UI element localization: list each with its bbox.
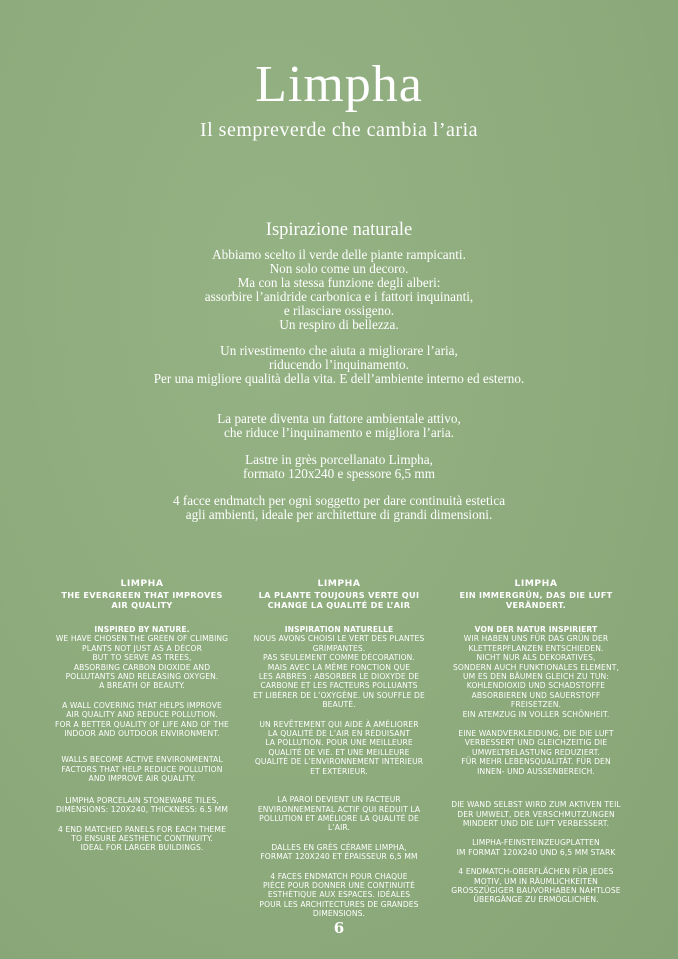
text-line: DALLES EN GRÈS CÉRAME LIMPHA, <box>271 842 407 852</box>
text-line: NICHT NUR ALS DEKORATIVES, <box>476 653 596 663</box>
text-line: PAS SEULEMENT COMME DÉCORATION. <box>263 653 415 663</box>
text-line: SONDERN AUCH FUNKTIONALES ELEMENT, <box>453 662 619 672</box>
text-line: e rilasciare ossigeno. <box>283 303 395 318</box>
column-paragraph <box>44 701 240 739</box>
text-line: L’AIR. <box>327 823 351 833</box>
page-subtitle: Il sempreverde che cambia l’aria <box>199 119 479 141</box>
text-line: AIR QUALITY AND REDUCE POLLUTION. <box>66 710 218 720</box>
text-line: POLLUTION ET AMÉLIORE LA QUALITÉ DE <box>259 813 419 823</box>
column-paragraph <box>241 634 437 709</box>
text-line: LES ARBRES : ABSORBER LE DIOXYDE DE <box>258 672 420 682</box>
text-line: Abbiamo scelto il verde delle piante rampicanti. <box>212 247 466 262</box>
text-line: POLLUTANTS AND RELEASING OXYGEN. <box>65 672 219 682</box>
text-line: QUALITÉ DE VIE. ET UNE MEILLEURE <box>268 747 410 757</box>
text-line: LA POLLUTION. POUR UNE MEILLEURE <box>265 738 413 748</box>
text-line: ET EXTÉRIEUR. <box>310 766 368 776</box>
text-line: LIMPHA-FEINSTEINZEUGPLATTEN <box>472 838 600 848</box>
text-line: LA QUALITÉ DE L’AIR EN RÉDUISANT <box>267 729 411 739</box>
text-line: Non solo come un decoro. <box>269 261 409 276</box>
text-line: Un respiro di bellezza. <box>279 317 399 332</box>
text-line: IDEAL FOR LARGER BUILDINGS. <box>80 843 204 853</box>
text-line: Un rivestimento che aiuta a migliorare l’aria, <box>220 343 458 358</box>
text-line: INDOOR AND OUTDOOR ENVIRONMENT. <box>64 729 220 739</box>
text-line: BEAUTÉ. <box>322 700 356 710</box>
text-line: GRIMPANTES. <box>312 643 366 653</box>
column-subtitle <box>44 590 240 610</box>
column-paragraph <box>438 838 634 857</box>
text-line: INNEN- UND AUSSENBEREICH. <box>477 766 595 776</box>
column-paragraph <box>241 872 437 919</box>
text-line: ABSORBING CARBON DIOXIDE AND <box>73 662 211 672</box>
text-line: DIMENSIONS. <box>312 909 366 919</box>
text-line: FÜR MEHR LEBENSQUALITÄT. FÜR DEN <box>461 757 611 767</box>
text-line: AND IMPROVE AIR QUALITY. <box>88 774 196 784</box>
column-french <box>241 578 437 919</box>
text-line: FOR A BETTER QUALITY OF LIFE AND OF THE <box>55 719 229 729</box>
column-paragraph <box>241 795 437 833</box>
text-line: agli ambienti, ideale per architetture di grandi dimensioni. <box>185 507 493 522</box>
text-line: EIN IMMERGRÜN, DAS DIE LUFT <box>459 590 613 600</box>
text-line: PLANTS NOT JUST AS A DÉCOR <box>82 643 202 653</box>
text-line: MOTIV, UM IN RÄUMLICHKEITEN <box>474 876 598 886</box>
text-line: FREISETZEN. <box>510 700 562 710</box>
text-line: che riduce l’inquinamento e migliora l’aria. <box>224 425 454 440</box>
column-heading: INSPIRATION NATURELLE <box>284 625 394 634</box>
text-line: KLETTERPFLANZEN ENTSCHIEDEN. <box>468 643 604 653</box>
column-title: LIMPHA <box>317 578 361 589</box>
text-line: AIR QUALITY <box>111 600 173 610</box>
text-line: MAIS AVEC LA MÊME FONCTION QUE <box>267 662 411 672</box>
text-line: FACTORS THAT HELP REDUCE POLLUTION <box>61 764 223 774</box>
text-line: WALLS BECOME ACTIVE ENVIRONMENTAL <box>61 755 223 765</box>
column-heading: VON DER NATUR INSPIRIERT <box>474 625 598 634</box>
text-line: FORMAT 120X240 ET ÉPAISSEUR 6,5 MM <box>260 852 418 862</box>
italian-paragraph-1 <box>0 248 678 332</box>
column-paragraph <box>438 867 634 905</box>
text-line: ÜBERGÄNGE ZU ERMÖGLICHEN. <box>473 895 599 905</box>
text-line: 4 facce endmatch per ogni soggetto per dare continuità estetica <box>172 493 506 508</box>
column-paragraph <box>438 634 634 719</box>
text-line: ESTHÉTIQUE AUX ESPACES. IDÉALES <box>267 890 411 900</box>
page-number: 6 <box>333 919 345 937</box>
text-line: Lastre in grès porcellanato Limpha, <box>245 452 433 467</box>
text-line: LA PLANTE TOUJOURS VERTE QUI <box>258 590 420 600</box>
text-line: IM FORMAT 120X240 UND 6,5 MM STARK <box>456 847 616 857</box>
text-line: Per una migliore qualità della vita. E dell’ambiente interno ed esterno. <box>153 371 525 386</box>
text-line: UM ES DEN BÄUMEN GLEICH ZU TUN: <box>463 672 609 682</box>
text-line: TO ENSURE AESTHETIC CONTINUITY. <box>71 833 213 843</box>
column-paragraph <box>44 796 240 815</box>
text-line: THE EVERGREEN THAT IMPROVES <box>61 590 223 600</box>
column-title: LIMPHA <box>514 578 558 589</box>
column-paragraph <box>438 729 634 776</box>
text-line: DIE WAND SELBST WIRD ZUM AKTIVEN TEIL <box>451 800 621 810</box>
text-line: formato 120x240 e spessore 6,5 mm <box>243 466 435 481</box>
text-line: POUR LES ARCHITECTURES DE GRANDES <box>259 899 419 909</box>
text-line: KOHLENDIOXID UND SCHADSTOFFE <box>466 681 606 691</box>
text-line: Ma con la stessa funzione degli alberi: <box>237 275 441 290</box>
text-line: UMWELTBELASTUNG REDUZIERT. <box>472 747 600 757</box>
text-line: WE HAVE CHOSEN THE GREEN OF CLIMBING <box>55 634 229 644</box>
text-line: A BREATH OF BEAUTY. <box>99 681 185 691</box>
text-line: DIMENSIONS: 120X240, THICKNESS: 6.5 MM <box>55 805 228 815</box>
page-title: Limpha <box>255 56 423 113</box>
text-line: CHANGE LA QUALITÉ DE L’AIR <box>267 600 411 610</box>
text-line: LIMPHA PORCELAIN STONEWARE TILES, <box>65 795 219 805</box>
text-line: LA PAROI DEVIENT UN FACTEUR <box>277 795 401 805</box>
text-line: riducendo l’inquinamento. <box>269 357 409 372</box>
text-line: NOUS AVONS CHOISI LE VERT DES PLANTES <box>253 634 425 644</box>
text-line: MINDERT UND DIE LUFT VERBESSERT. <box>462 818 610 828</box>
column-english <box>44 578 240 853</box>
italian-paragraph-4 <box>0 453 678 481</box>
text-line: BUT TO SERVE AS TREES, <box>92 653 192 663</box>
text-line: WIR HABEN UNS FÜR DAS GRÜN DER <box>463 634 609 644</box>
text-line: EIN ATEMZUG IN VOLLER SCHÖNHEIT. <box>462 709 610 719</box>
column-paragraph <box>44 825 240 853</box>
column-paragraph <box>44 634 240 690</box>
column-paragraph <box>241 720 437 776</box>
column-german <box>438 578 634 905</box>
text-line: EINE WANDVERKLEIDUNG, DIE DIE LUFT <box>458 729 614 739</box>
column-paragraph <box>44 755 240 783</box>
text-line: VERBESSERT UND GLEICHZEITIG DIE <box>464 738 608 748</box>
text-line: 4 ENDMATCH-OBERFLÄCHEN FÜR JEDES <box>458 867 614 877</box>
text-line: CARBONE ET LES FACTEURS POLLUANTS <box>260 681 418 691</box>
column-paragraph <box>241 843 437 862</box>
italian-paragraph-2 <box>0 344 678 386</box>
column-subtitle <box>241 590 437 610</box>
italian-paragraph-3 <box>0 412 678 440</box>
column-subtitle <box>438 590 634 610</box>
text-line: 4 FACES ENDMATCH POUR CHAQUE <box>270 871 408 881</box>
text-line: ET LIBÉRER DE L’OXYGÈNE. UN SOUFFLE DE <box>253 690 425 700</box>
italian-paragraph-5 <box>0 494 678 522</box>
text-line: A WALL COVERING THAT HELPS IMPROVE <box>62 700 222 710</box>
text-line: QUALITÉ DE L’ENVIRONNEMENT INTÉRIEUR <box>254 757 424 767</box>
text-line: 4 END MATCHED PANELS FOR EACH THEME <box>58 824 226 834</box>
italian-heading: Ispirazione naturale <box>265 220 413 240</box>
text-line: ENVIRONNEMENTAL ACTIF QUI RÉDUIT LA <box>257 804 421 814</box>
column-title: LIMPHA <box>120 578 164 589</box>
text-line: VERÄNDERT. <box>505 600 567 610</box>
text-line: UN REVÊTEMENT QUI AIDE À AMÉLIORER <box>259 719 419 729</box>
column-heading: INSPIRED BY NATURE. <box>94 625 190 634</box>
text-line: GROSSZÜGIGER BAUVORHABEN NAHTLOSE <box>451 885 621 895</box>
text-line: DER UMWELT, DER VERSCHMUTZUNGEN <box>457 809 615 819</box>
text-line: PIÈCE POUR DONNER UNE CONTINUITÉ <box>262 880 415 890</box>
text-line: La parete diventa un fattore ambientale attivo, <box>217 411 461 426</box>
text-line: assorbire l’anidride carbonica e i fattori inquinanti, <box>204 289 474 304</box>
text-line: ABSORBIEREN UND SAUERSTOFF <box>471 690 601 700</box>
column-paragraph <box>438 800 634 828</box>
